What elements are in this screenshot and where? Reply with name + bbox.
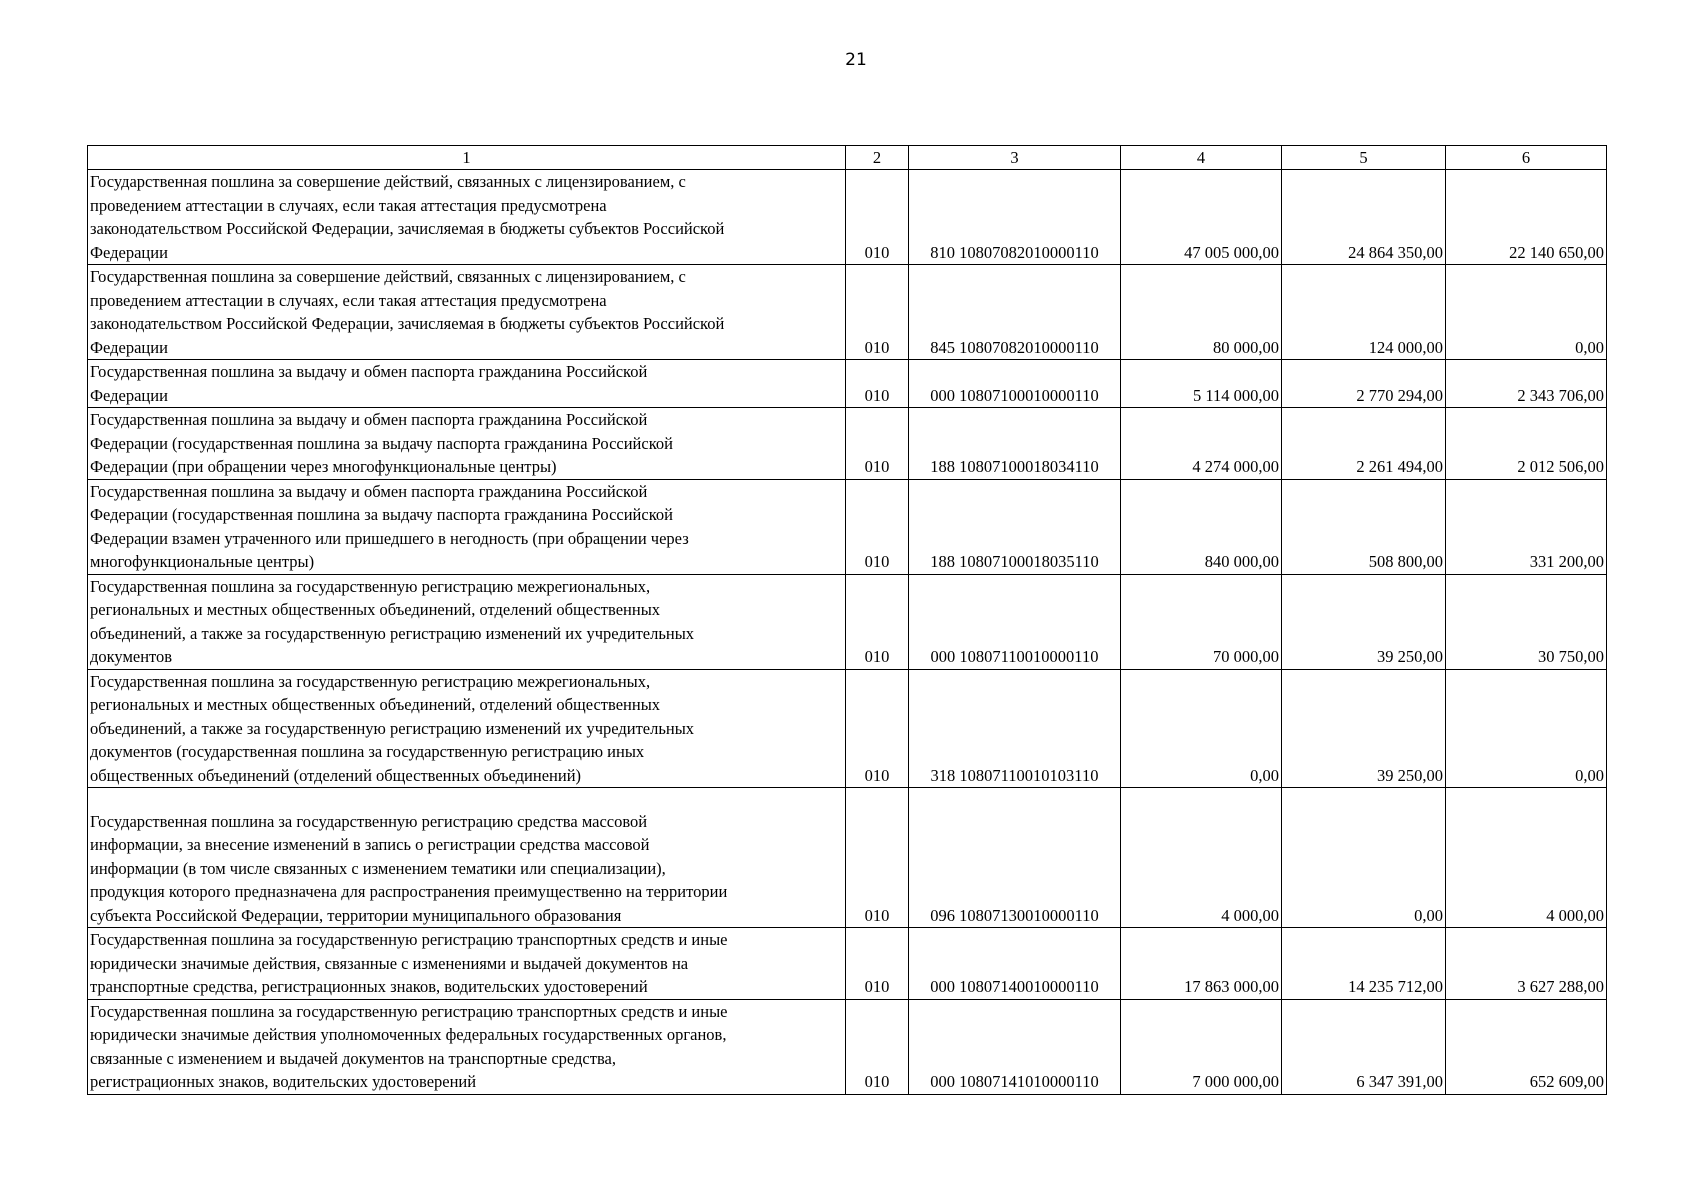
income-name: Государственная пошлина за государственную регистрацию межрегиональных, региональных и местных общественных объединений, отделений общественных объединений, а также за государственную регистрацию изменений их учредительных документов bbox=[88, 574, 846, 669]
unexecuted-amount: 3 627 288,00 bbox=[1446, 928, 1607, 1000]
executed-amount: 2 770 294,00 bbox=[1282, 360, 1446, 408]
executed-amount: 39 250,00 bbox=[1282, 574, 1446, 669]
line-code: 010 bbox=[846, 999, 909, 1094]
kbk-code: 000 10807100010000110 bbox=[909, 360, 1121, 408]
approved-amount: 17 863 000,00 bbox=[1121, 928, 1282, 1000]
approved-amount: 70 000,00 bbox=[1121, 574, 1282, 669]
income-name: Государственная пошлина за выдачу и обмен паспорта гражданина Российской Федерации (государственная пошлина за выдачу паспорта гражданина Российской Федерации (при обращении через многофункциональные центры) bbox=[88, 408, 846, 480]
line-code: 010 bbox=[846, 669, 909, 788]
income-name: Государственная пошлина за государственную регистрацию транспортных средств и иные юридически значимые действия уполномоченных федеральных государственных органов, связанные с изменением и выдачей документов на транспортные средства, регистрационных знаков, водительских удостоверений bbox=[88, 999, 846, 1094]
table-row bbox=[88, 360, 1607, 408]
executed-amount: 508 800,00 bbox=[1282, 479, 1446, 574]
table-row bbox=[88, 928, 1607, 1000]
income-name: Государственная пошлина за государственную регистрацию транспортных средств и иные юридически значимые действия, связанные с изменениями и выдачей документов на транспортные средства, регистрационных знаков, водительских удостоверений bbox=[88, 928, 846, 1000]
line-code: 010 bbox=[846, 408, 909, 480]
unexecuted-amount: 22 140 650,00 bbox=[1446, 170, 1607, 265]
budget-table bbox=[87, 145, 1607, 1095]
column-header: 6 bbox=[1446, 146, 1607, 170]
approved-amount: 47 005 000,00 bbox=[1121, 170, 1282, 265]
line-code: 010 bbox=[846, 574, 909, 669]
kbk-code: 000 10807110010000110 bbox=[909, 574, 1121, 669]
executed-amount: 124 000,00 bbox=[1282, 265, 1446, 360]
unexecuted-amount: 30 750,00 bbox=[1446, 574, 1607, 669]
unexecuted-amount: 4 000,00 bbox=[1446, 788, 1607, 928]
line-code: 010 bbox=[846, 265, 909, 360]
table-row bbox=[88, 170, 1607, 265]
approved-amount: 840 000,00 bbox=[1121, 479, 1282, 574]
column-header: 3 bbox=[909, 146, 1121, 170]
unexecuted-amount: 0,00 bbox=[1446, 265, 1607, 360]
kbk-code: 188 10807100018034110 bbox=[909, 408, 1121, 480]
unexecuted-amount: 0,00 bbox=[1446, 669, 1607, 788]
kbk-code: 810 10807082010000110 bbox=[909, 170, 1121, 265]
line-code: 010 bbox=[846, 479, 909, 574]
approved-amount: 5 114 000,00 bbox=[1121, 360, 1282, 408]
approved-amount: 7 000 000,00 bbox=[1121, 999, 1282, 1094]
executed-amount: 6 347 391,00 bbox=[1282, 999, 1446, 1094]
income-name: Государственная пошлина за совершение действий, связанных с лицензированием, с проведением аттестации в случаях, если такая аттестация предусмотрена законодательством Российской Федерации, зачисляемая в бюджеты субъектов Российской Федерации bbox=[88, 265, 846, 360]
table-row bbox=[88, 265, 1607, 360]
table-row bbox=[88, 669, 1607, 788]
column-header: 5 bbox=[1282, 146, 1446, 170]
line-code: 010 bbox=[846, 360, 909, 408]
column-number-row bbox=[88, 146, 1607, 170]
approved-amount: 4 000,00 bbox=[1121, 788, 1282, 928]
column-header: 1 bbox=[88, 146, 846, 170]
column-header: 2 bbox=[846, 146, 909, 170]
income-name: Государственная пошлина за государственную регистрацию межрегиональных, региональных и местных общественных объединений, отделений общественных объединений, а также за государственную регистрацию изменений их учредительных документов (государственная пошлина за государственную регистрацию иных общественных объединений (отделений общественных объединений) bbox=[88, 669, 846, 788]
approved-amount: 4 274 000,00 bbox=[1121, 408, 1282, 480]
income-name: Государственная пошлина за совершение действий, связанных с лицензированием, с проведением аттестации в случаях, если такая аттестация предусмотрена законодательством Российской Федерации, зачисляемая в бюджеты субъектов Российской Федерации bbox=[88, 170, 846, 265]
table-row bbox=[88, 999, 1607, 1094]
approved-amount: 0,00 bbox=[1121, 669, 1282, 788]
line-code: 010 bbox=[846, 170, 909, 265]
kbk-code: 188 10807100018035110 bbox=[909, 479, 1121, 574]
executed-amount: 2 261 494,00 bbox=[1282, 408, 1446, 480]
line-code: 010 bbox=[846, 788, 909, 928]
table-row bbox=[88, 479, 1607, 574]
unexecuted-amount: 652 609,00 bbox=[1446, 999, 1607, 1094]
unexecuted-amount: 2 012 506,00 bbox=[1446, 408, 1607, 480]
executed-amount: 0,00 bbox=[1282, 788, 1446, 928]
line-code: 010 bbox=[846, 928, 909, 1000]
kbk-code: 845 10807082010000110 bbox=[909, 265, 1121, 360]
approved-amount: 80 000,00 bbox=[1121, 265, 1282, 360]
unexecuted-amount: 2 343 706,00 bbox=[1446, 360, 1607, 408]
kbk-code: 000 10807140010000110 bbox=[909, 928, 1121, 1000]
table-row bbox=[88, 408, 1607, 480]
kbk-code: 096 10807130010000110 bbox=[909, 788, 1121, 928]
table-row bbox=[88, 788, 1607, 928]
executed-amount: 39 250,00 bbox=[1282, 669, 1446, 788]
executed-amount: 24 864 350,00 bbox=[1282, 170, 1446, 265]
table-row bbox=[88, 574, 1607, 669]
column-header: 4 bbox=[1121, 146, 1282, 170]
income-name: Государственная пошлина за выдачу и обмен паспорта гражданина Российской Федерации bbox=[88, 360, 846, 408]
page-number: 21 bbox=[845, 50, 867, 70]
kbk-code: 000 10807141010000110 bbox=[909, 999, 1121, 1094]
kbk-code: 318 10807110010103110 bbox=[909, 669, 1121, 788]
unexecuted-amount: 331 200,00 bbox=[1446, 479, 1607, 574]
executed-amount: 14 235 712,00 bbox=[1282, 928, 1446, 1000]
income-name: Государственная пошлина за государственную регистрацию средства массовой информации, за внесение изменений в запись о регистрации средства массовой информации (в том числе связанных с изменением тематики или специализации), продукция которого предназначена для распространения преимущественно на территории субъекта Российской Федерации, территории муниципального образования bbox=[88, 788, 846, 928]
income-name: Государственная пошлина за выдачу и обмен паспорта гражданина Российской Федерации (государственная пошлина за выдачу паспорта гражданина Российской Федерации взамен утраченного или пришедшего в негодность (при обращении через многофункциональные центры) bbox=[88, 479, 846, 574]
